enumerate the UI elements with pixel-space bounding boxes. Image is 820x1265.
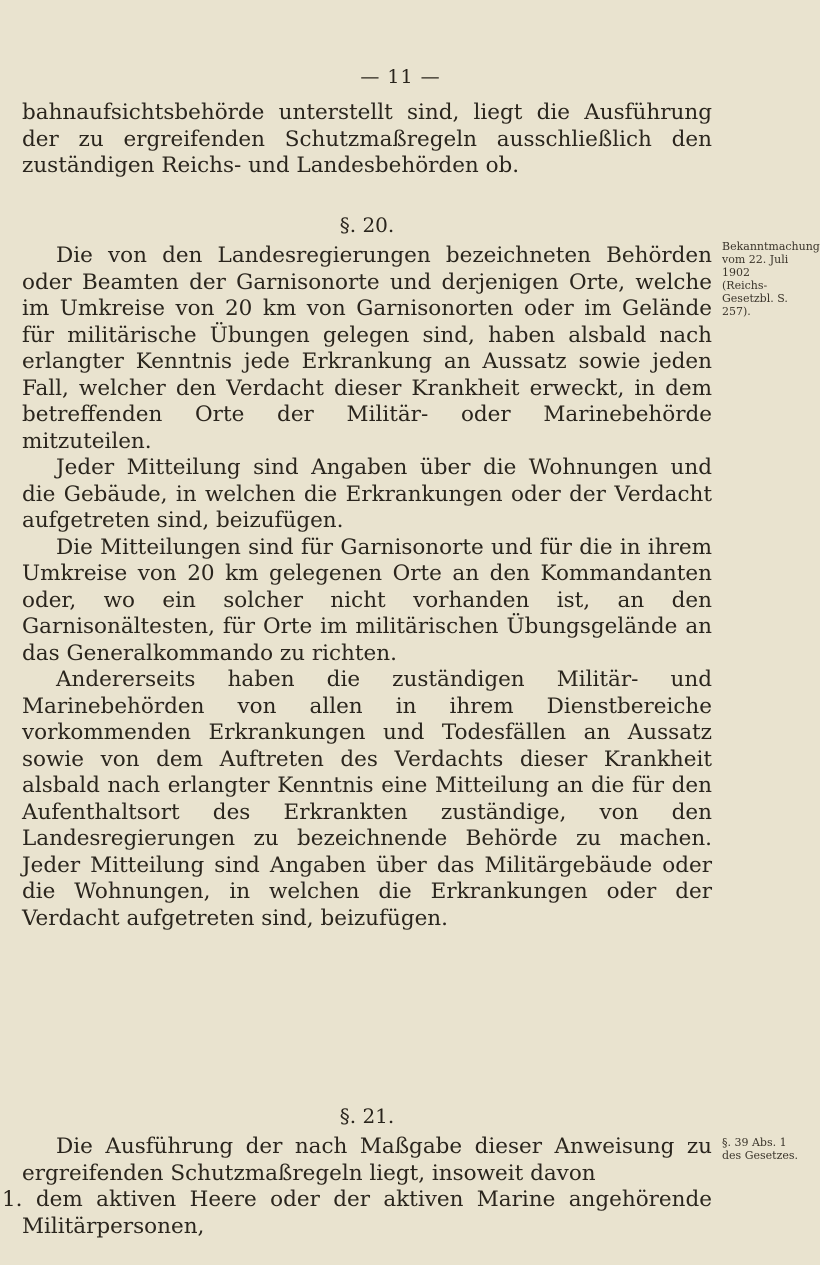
section-20-body xyxy=(22,243,712,932)
section-21-heading: §. 21. xyxy=(339,1104,395,1128)
paragraph-text: bahnaufsichtsbehörde unterstellt sind, liegt die Ausführung der zu ergreifenden Schutzmaßregeln ausschließlich den zuständigen Reichs- und Landesbehörden ob. xyxy=(22,100,712,178)
section-20-paragraph-4: Andererseits haben die zuständigen Militär- und Marinebehörden von allen in ihrem Dienstbereiche vorkommenden Erkrankungen und Todesfällen an Aussatz sowie von dem Auftreten des Verdachts dieser Krankheit alsbald nach erlangter Kenntnis eine Mitteilung an die für den Aufenthaltsort des Erkrankten zuständige, von den Landesregierungen zu bezeichnende Behörde zu machen. Jeder Mitteilung sind Angaben über das Militärgebäude oder die Wohnungen, in welchen die Erkrankungen oder der Verdacht aufgetreten sind, beizufügen. xyxy=(22,667,712,931)
section-20-paragraph-2: Jeder Mitteilung sind Angaben über die Wohnungen und die Gebäude, in welchen die Erkrankungen oder der Verdacht aufgetreten sind, beizufügen. xyxy=(22,455,712,533)
section-20-heading: §. 20. xyxy=(339,213,395,237)
margin-note-section-20: Bekanntmachung vom 22. Juli 1902 (Reichs-Gesetzbl. S. 257). xyxy=(722,240,820,318)
margin-note-section-21: §. 39 Abs. 1 des Gesetzes. xyxy=(722,1136,799,1162)
section-20-paragraph-3: Die Mitteilungen sind für Garnisonorte und für die in ihrem Umkreise von 20 km gelegenen Orte an den Kommandanten oder, wo ein solcher nicht vorhanden ist, an den Garnisonältesten, für Orte im militärischen Übungsgelände an das Generalkommando zu richten. xyxy=(22,534,712,666)
top-paragraph xyxy=(22,100,712,180)
section-20-paragraph-1: Die von den Landesregierungen bezeichneten Behörden oder Beamten der Garnisonorte und derjenigen Orte, welche im Umkreise von 20 km von Garnisonorten oder im Gelände für militärische Übungen gelegen sind, haben alsbald nach erlangter Kenntnis jede Erkrankung an Aussatz sowie jeden Fall, welcher den Verdacht dieser Krankheit erweckt, in dem betreffenden Orte der Militär- oder Marinebehörde mitzuteilen. xyxy=(22,243,712,454)
section-21-list-item-1: 1. dem aktiven Heere oder der aktiven Marine angehörende Militärpersonen, xyxy=(2,1187,712,1239)
section-21-body xyxy=(2,1134,712,1240)
page-number: — 11 — xyxy=(360,66,441,88)
section-21-paragraph-1: Die Ausführung der nach Maßgabe dieser Anweisung zu ergreifenden Schutzmaßregeln liegt, insoweit davon xyxy=(22,1134,712,1186)
